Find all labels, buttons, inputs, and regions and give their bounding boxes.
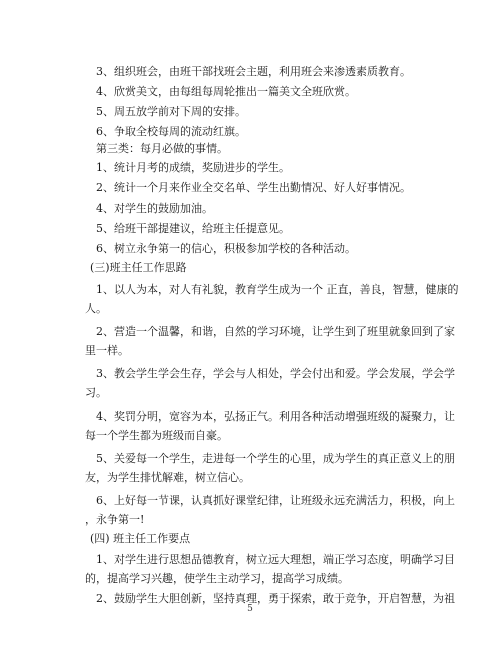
page-number: 5 xyxy=(247,604,253,614)
document-page: 3、组织班会，由班干部找班会主题，利用班会来渗透素质教育。 4、欣赏美文，由每组每周轮推出一篇美文全班欣赏。 5、周五放学前对下周的安排。 6、争取全校每周的流动红旗。 第三类：每月必做的事情。 1、统计月考的成绩，奖励进步的学生。 2、统计一个月来作业全交名单、学生出勤情况、好人好事情况。 4、对学生的鼓励加油。 5、给班干部提建议，给班主任提意见。 6、树立永争第一的信心，积极参加学校的各种活动。 (三)班主任工作思路 1、以人为本，对人有礼貌，教育学生成为一个 正直，善良，智慧，健康的 人。 2、营造一个温馨，和谐，自然的学习环境，让学生到了班里就象回到了家 里一样。 3、教会学生学会生存，学会与人相处，学会付出和爱。学会发展，学会学 习。 4、奖罚分明，宽容为本，弘扬正气。利用各种活动增强班级的凝聚力，让 每一个学生都为班级而自豪。 5、关爱每一个学生，走进每一个学生的心里，成为学生的真正意义上的朋 友，为学生排忧解难，树立信心。 6、上好每一节课，认真抓好课堂纪律，让班级永远充满活力，积极，向上 ，永争第一! (四) 班主任工作要点 1、对学生进行思想品德教育，树立远大理想，端正学习态度，明确学习目 的，提高学习兴趣，使学生主动学习，提高学习成绩。 2、鼓励学生大胆创新，坚持真理，勇于探索，敢于竞争，开启智慧，为祖 5 xyxy=(0,0,500,647)
